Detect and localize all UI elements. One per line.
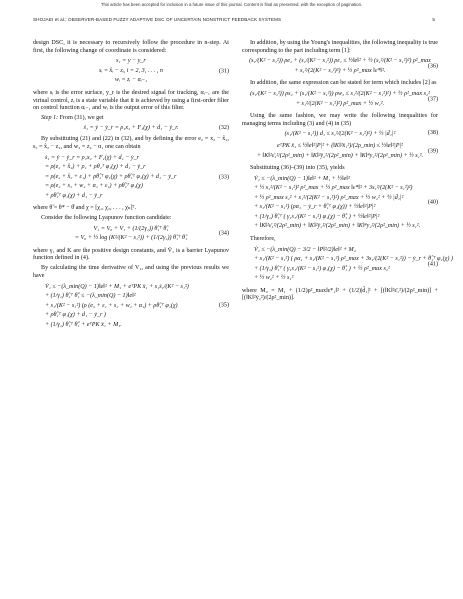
equation-line: ṡ₁ = ẏ − ẏ_r = ρ₁x₂ + F₁(χ) + d₁ − ẏ_r (45, 154, 140, 161)
equation-line: + s₁²/(2(K² − s₁²)²) + ½ ρ²_max ‖ε*‖². (294, 67, 386, 74)
paragraph: where sᵢ is the error surface, y_r is the desired signal for tracking, αᵢ₋₁ are the virtual control, zᵢ is a state variable that it is achieved by using a first-order filter on control function αᵢ₋₁ and wᵢ is the output error of this filter. (33, 89, 229, 112)
equation-35 (33, 283, 229, 331)
equation-line: V̇₁ ≤ −(λ_min(Q) − 1)‖e‖² + M₁ + ½‖e‖² (254, 175, 350, 182)
paragraph: Substituting (36)–(39) into (35), yields (250, 165, 345, 172)
equation-line: V₁ = V₀ + V₁ + (1/(2γ₁)) θ̃₁ᵀ θ̃₁ (93, 225, 169, 232)
equation-number: (33) (218, 173, 229, 180)
equation-39 (242, 142, 438, 161)
equation-number: (37) (427, 95, 438, 102)
equation-line: + s₁/(K² − s₁²) (ρ (e₂ + ε₁ + s₂ + w₂ + α₁) + ρθ̃₁ᵀ φ₁(χ) (45, 302, 178, 309)
paragraph: In addition, by using the Young's inequalities, the following inequality is true corresponding to the part including term [1]: (242, 40, 438, 54)
equation-line: sᵢ = x̂ᵢ − zᵢ, i = 2, 3, . . . , n (99, 67, 163, 74)
equation-line: + s₁/(K² − s₁²) (ρα₁ − ẏ_r + θ̂₁ᵀ φ₁(χ)) + ½‖e‖²|P|² (254, 204, 376, 211)
equation-line: + s₁²/(2(K² − s₁²)²) ρ²_max + ½ w₂². (295, 100, 385, 107)
equation-line: ṡ₁ = ẏ − ẏ_r = ρ₁x₂ + F₁(χ) + d₁ − ẏ_r. (83, 124, 179, 131)
equation-number: (39) (427, 147, 438, 154)
equation-line: + (1/γ₁) θ̃₁ᵀ ( γ₁s₁/(K² − s₁²) φ₁(χ) − θ̂̇₁ ) + ½ ρ²_max s₂² (254, 265, 390, 272)
equation-line: + (1/γ₁) θ̃₁ᵀ θ̂̇₁ + eᵀPK x̄₁ + M₁. (45, 321, 122, 328)
equation-line: + s₁/(K² − s₁²) ( ρα₁ + s₁/(K² − s₁²) ρ²_max + 3s₁/(2(K² − s₁²)) − ẏ_r + θ̂₁ᵀ φ₁(χ) ) (254, 256, 453, 263)
equation-line: + ρθ̂₁ᵀ φ₁(χ) + d₁ − ẏ_r ) (45, 312, 106, 319)
equation-line: (s₁/(K² − s₁²)) ρe₂ + (s₁/(K² − s₁²)) ρε₁ ≤ ½‖e‖² + ½ (s₁²/(K² − s₁²)²) ρ²_max (249, 58, 431, 65)
equation-line: (s₁/(K² − s₁²)) d₁ ≤ s₁²/(2(K² − s₁²)²) + ½ |d̄₁|² (284, 130, 396, 137)
equation-line: wᵢ = zᵢ − αᵢ₋₁ (114, 77, 148, 84)
running-header (33, 17, 435, 22)
left-column (33, 40, 229, 334)
equation-number: (35) (218, 302, 229, 309)
header-title: SHOJAEI et al.: OBSERVER-BASED FUZZY ADAPTIVE DSC OF UNCERTAIN NONSTRICT FEEDBACK SYSTEMS (33, 17, 282, 22)
paragraph: In addition, the same expression can be stated for term which includes [2] as (250, 80, 437, 87)
paragraph: where θ̃ = θ* − θ̂ and χ = [χ₁, χ₂, . . . , χₙ]ᵀ. (33, 205, 137, 212)
equation-number: (31) (218, 67, 229, 74)
paragraph: Therefore, (250, 235, 276, 242)
paragraph: design DSC, it is necessary to recursively follow the procedure in n-step. At first, the following change of coordinate is considered: (33, 40, 229, 54)
equation-line: = ρ(e₂ + x̂₂) + ρ₁ + ρθ₁ᵀ φ₁(χ) + d₁ − ẏ_r (45, 164, 146, 171)
equation-line: + ½ s₁²/(K² − s₁²)² ρ²_max + ½ ρ²_max ‖ε*‖² + 3s₁²/(2(K² − s₁²)²) (254, 185, 413, 192)
equation-number: (32) (218, 124, 229, 131)
equation-34 (33, 225, 229, 244)
right-column (242, 40, 453, 305)
acceptance-banner: This article has been accepted for inclusion in a future issue of this journal. Content is final as presented, with the exception of pagination. (100, 2, 363, 7)
paragraph: By calculating the time derivative of V₁, and using the previous results we have (33, 265, 229, 279)
equation-number: (40) (427, 199, 438, 206)
equation-31 (33, 57, 229, 86)
equation-line: + (1/γ₁) θ̃₁ᵀ θ̂̇₁ ≤ −(λ_min(Q) − 1)‖e‖² (45, 293, 136, 300)
equation-number: (38) (427, 130, 438, 137)
equation-33 (33, 154, 229, 202)
equation-line: + (1/γ₁) θ̃₁ᵀ ( γ₁s₁/(K² − s₁²) φ₁(χ) − θ̂̇₁ ) + ½‖e‖²|P|² (254, 213, 380, 220)
equation-line: (s₁/(K² − s₁²)) ρs₂ + (s₁/(K² − s₁²)) ρw₂ ≤ s₁²/(2(K² − s₁²)²) + ½ ρ²_max s₂² (250, 91, 430, 98)
step-label: Step 1: (41, 115, 59, 122)
equation-36 (242, 57, 438, 76)
paragraph: Using the same fashion, we may write the following inequalities for managing terms including (3) and (4) in (35) (242, 113, 438, 127)
equation-37 (242, 90, 438, 109)
paragraph: where M₂ = M₁ + (1/2)ρ²_max‖ε*₁‖² + (1/2)|d̄₁|² + [(‖K‖²ε̄₁²)/(2ρ²_min)] + [(‖K‖²ȳ₂²)/(2ρ²_min)]. (242, 287, 438, 302)
equation-40 (242, 175, 438, 232)
equation-line: V̇₁ ≤ −(λ_min(Q) − 1)‖e‖² + M₁ + eᵀPK x̄₁ + s₁ṡ₁/(K² − s₁²) (45, 283, 189, 290)
equation-line: V̇₁ ≤ −(λ_min(Q) − 3/2 − ‖P‖²/2)‖e‖² + M₂ (254, 246, 356, 253)
equation-32 (33, 125, 229, 133)
paragraph (33, 115, 229, 123)
equation-number: (36) (427, 63, 438, 70)
equation-line: + ‖K‖²ε̄₁²/(2ρ²_min) + ‖K‖²ȳ₂²/(2ρ²_min) + ‖K‖⁴y₂²/(2ρ²_min) + ½ s₁². (256, 152, 424, 159)
equation-line: s₁ = y − y_r (116, 58, 146, 65)
equation-number: (41) (427, 260, 438, 267)
paragraph-text: From (31), we get (58, 115, 104, 122)
equation-line: = V₀ + ½ log (K²/(K² − s₁²)) + (1/(2γ₁)) θ̃₁ᵀ θ̃₁ (74, 235, 188, 242)
equation-38 (242, 131, 438, 139)
equation-line: = ρ(e₂ + x̂₂ + ε₁) + ρθ̂₁ᵀ φ₁(χ) + ρθ̃₁ᵀ φ₁(χ) + d₁ − ẏ_r (45, 173, 177, 180)
equation-line: eᵀPK x̄₁ ≤ ½‖e‖²|P|² + (‖K‖²x̄₁²)/(2ρ_min) ≤ ½‖e‖²|P|² (277, 143, 403, 150)
equation-line: = ρ(e₂ + s₂ + w₂ + α₁ + ε₁) + ρθ̃₁ᵀ φ₁(χ) (45, 183, 143, 190)
equation-line: + ½ w₂² + ½ s₁² (254, 275, 294, 282)
page-number: 5 (432, 17, 435, 22)
paragraph: where γ₁ and K are the positive design constants, and V̄₁ is a barrier Lyapunov function defined in (4). (33, 247, 229, 262)
equation-41 (242, 246, 453, 284)
equation-number: (34) (218, 230, 229, 237)
paragraph: By substituting (21) and (22) in (32), and by defining the error e₂ = x₂ − x̂₂, s₂ = x̂₂ − z₂, and w₂ = z₂ − α₁ one can obtain (33, 136, 229, 151)
equation-line: + ‖K‖²ε̄₁²/(2ρ²_min) + ‖K‖²ȳ₂²/(2ρ²_min) + ‖K‖⁴y₂²/(2ρ²_min) + ½ s₁². (254, 223, 421, 230)
equation-line: + ρθ̂₁ᵀ φ₁(χ) + d₁ − ẏ_r (45, 192, 103, 199)
equation-line: + ½ ρ²_max s₂² + s₁²/(2(K² − s₁²)²) ρ²_max + ½ w₂² + ½ |d̄₁|² (254, 194, 404, 201)
paragraph: Consider the following Lyapunov function candidate: (41, 215, 172, 222)
